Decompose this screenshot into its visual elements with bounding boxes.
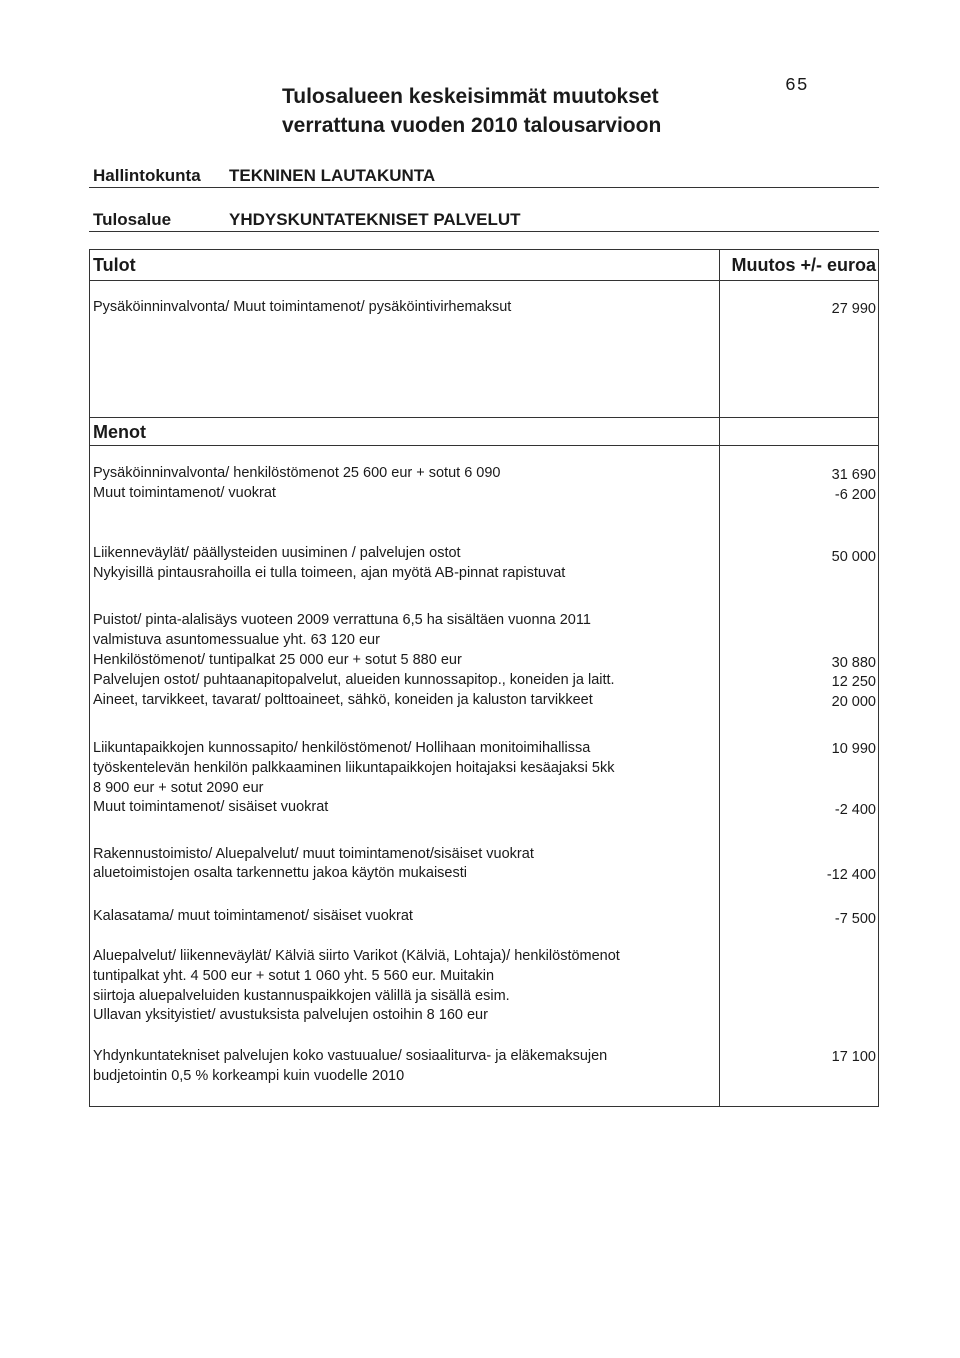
- tulosalue-rule: [89, 231, 879, 232]
- menot-row-13-value: -2 400: [834, 802, 876, 818]
- menot-row-15-text: aluetoimistojen osalta tarkennettu jakoa käytön mukaisesti: [93, 865, 467, 881]
- menot-row-19-text: siirtoja aluepalveluiden kustannuspaikkojen välillä ja sisällä esim.: [93, 988, 510, 1004]
- menot-row-6-text: valmistuva asuntomessualue yht. 63 120 eur: [93, 632, 380, 648]
- menot-row-11-text: työskentelevän henkilön palkkaaminen liikuntapaikkojen hoitajaksi kesäajaksi 5kk: [93, 760, 615, 776]
- menot-row-9-text: Aineet, tarvikkeet, tavarat/ polttoaineet, sähkö, koneiden ja kaluston tarvikkeet: [93, 692, 593, 708]
- hallintokunta-value: TEKNINEN LAUTAKUNTA: [229, 166, 436, 185]
- menot-row-16-text: Kalasatama/ muut toimintamenot/ sisäiset vuokrat: [93, 908, 413, 924]
- menot-header-rule: [89, 445, 879, 446]
- tulot-row-text: Pysäköinninvalvonta/ Muut toimintamenot/ pysäköintivirhemaksut: [93, 299, 512, 315]
- menot-top-rule: [89, 417, 879, 418]
- menot-row-8-value: 12 250: [831, 674, 876, 690]
- menot-row-10-value: 10 990: [831, 741, 876, 757]
- menot-row-3-text: Liikenneväylät/ päällysteiden uusiminen / palvelujen ostot: [93, 545, 461, 561]
- menot-row-4-text: Nykyisillä pintausrahoilla ei tulla toimeen, ajan myötä AB-pinnat rapistuvat: [93, 565, 566, 581]
- menot-row-7-value: 30 880: [831, 655, 876, 671]
- page-number: 65: [785, 76, 809, 96]
- document-title-line1: Tulosalueen keskeisimmät muutokset: [282, 85, 659, 108]
- hallintokunta-rule: [89, 187, 879, 188]
- menot-row-5-text: Puistot/ pinta-alalisäys vuoteen 2009 verrattuna 6,5 ha sisältäen vuonna 2011: [93, 612, 591, 628]
- document-title-line2: verrattuna vuoden 2010 talousarvioon: [282, 114, 662, 137]
- menot-row-13-text: Muut toimintamenot/ sisäiset vuokrat: [93, 799, 329, 815]
- menot-header: Menot: [93, 422, 146, 442]
- menot-row-1-text: Pysäköinninvalvonta/ henkilöstömenot 25 600 eur + sotut 6 090: [93, 465, 501, 481]
- column-divider: [719, 249, 720, 1106]
- menot-row-20-text: Ullavan yksityistiet/ avustuksista palvelujen ostoihin 8 160 eur: [93, 1007, 488, 1023]
- tulosalue-label: Tulosalue: [93, 210, 172, 229]
- tulot-header-rule: [89, 280, 879, 281]
- menot-row-1-value: 31 690: [831, 467, 876, 483]
- menot-row-21-text: Yhdynkuntatekniset palvelujen koko vastuualue/ sosiaaliturva- ja eläkemaksujen: [93, 1048, 608, 1064]
- menot-row-15-value: -12 400: [826, 867, 876, 883]
- menot-row-8-text: Palvelujen ostot/ puhtaanapitopalvelut, alueiden kunnossapitop., koneiden ja laitt.: [93, 672, 615, 688]
- menot-row-18-text: tuntipalkat yht. 4 500 eur + sotut 1 060 yht. 5 560 eur. Muitakin: [93, 968, 495, 984]
- menot-row-7-text: Henkilöstömenot/ tuntipalkat 25 000 eur + sotut 5 880 eur: [93, 652, 462, 668]
- menot-row-21-value: 17 100: [831, 1049, 876, 1065]
- menot-row-10-text: Liikuntapaikkojen kunnossapito/ henkilöstömenot/ Hollihaan monitoimihallissa: [93, 740, 591, 756]
- menot-row-16-value: -7 500: [834, 911, 876, 927]
- change-column-header: Muutos +/- euroa: [731, 255, 876, 275]
- tulot-row-value: 27 990: [831, 301, 876, 317]
- menot-row-14-text: Rakennustoimisto/ Aluepalvelut/ muut toimintamenot/sisäiset vuokrat: [93, 846, 534, 862]
- menot-row-3-value: 50 000: [831, 549, 876, 565]
- menot-row-2-value: -6 200: [834, 487, 876, 503]
- hallintokunta-label: Hallintokunta: [93, 166, 201, 185]
- menot-row-9-value: 20 000: [831, 694, 876, 710]
- menot-row-12-text: 8 900 eur + sotut 2090 eur: [93, 780, 264, 796]
- menot-row-2-text: Muut toimintamenot/ vuokrat: [93, 485, 276, 501]
- tulosalue-value: YHDYSKUNTATEKNISET PALVELUT: [229, 210, 521, 229]
- menot-row-17-text: Aluepalvelut/ liikenneväylät/ Kälviä siirto Varikot (Kälviä, Lohtaja)/ henkilöstömenot: [93, 948, 620, 964]
- menot-row-22-text: budjetointin 0,5 % korkeampi kuin vuodelle 2010: [93, 1068, 405, 1084]
- tulot-header: Tulot: [93, 255, 136, 275]
